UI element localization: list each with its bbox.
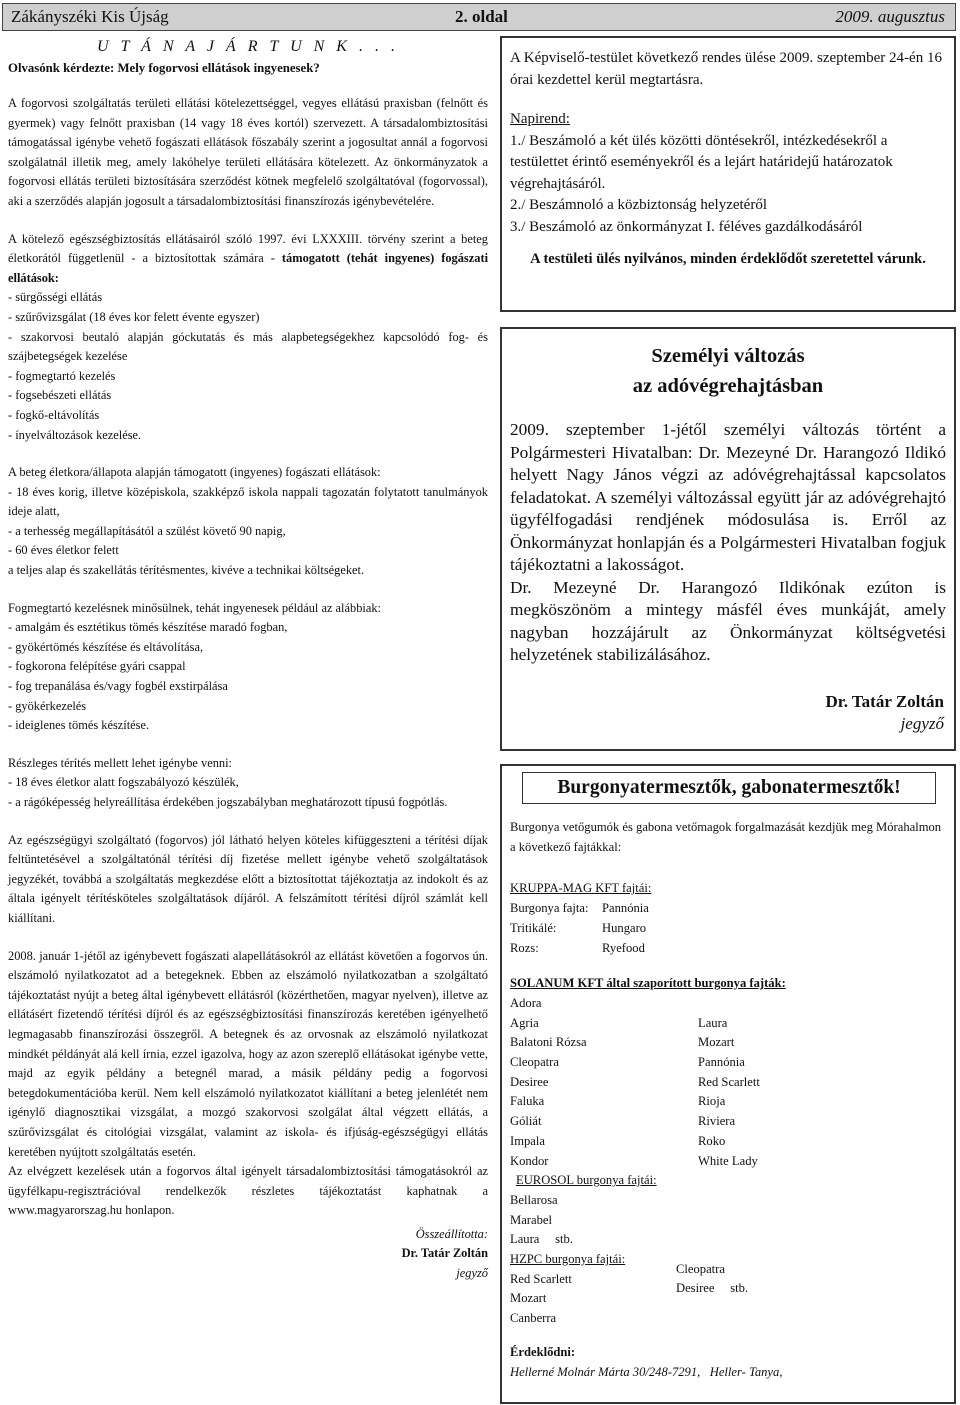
partial-fee-list xyxy=(8,773,488,812)
variety-item: Balatoni Rózsa xyxy=(510,1035,587,1050)
variety-item: White Lady xyxy=(698,1153,758,1168)
article-paragraph: A fogorvosi szolgáltatás területi ellátási kötelezettséggel, vegyes ellátású praxisban (felnőtt és gyermek) vagy felnőtt praxisban (14 vagy 18 éves kortól) szervezett. A társadalombiztosítási támogatással igénybe vehető fogászati ellátások főszabály szerint a jogosultat annál a fogorvosi szolgálatnál illetik meg, amely lakóhelye területi ellátására kötelezett. Az önkormányzatok a fogorvosi ellátás területi biztosítására szerződést kötnek megfelelő szolgáltatóval (fogorvossal), aki a szerződés alapján jogosult a társadalombiztosítási finanszírozás igénybevételére. xyxy=(8,96,488,208)
issue-date: 2009. augusztus xyxy=(835,7,945,26)
agenda-item: 3./ Beszámoló az önkormányzat I. féléves gazdálkodásáról xyxy=(510,218,863,235)
variety-item: Laura stb. xyxy=(510,1232,573,1247)
agenda-item: 2./ Beszámnoló a közbiztonság helyzetéről xyxy=(510,197,767,213)
author-role: jegyző xyxy=(456,1266,488,1281)
article-paragraph: Az egészségügyi szolgáltató (fogorvos) jól látható helyen köteles kifüggeszteni a térítési díjak feltüntetésével a szolgáltatónál térítési díj fizetése mellett igénybe vehető szolgáltatások jegyzékét, továbbá a szolgáltatás megkezdése előtt a biztosítottat tájékoztatja az indokolt és az általa igényelt térítésköteles szolgáltatások díjáról. A felszámított térítési díjról számlát kell kiállítani. xyxy=(8,832,488,925)
article-dental xyxy=(8,36,488,1284)
ad-content xyxy=(510,818,946,1382)
meeting-intro: A Képviselő-testület következő rendes ülése 2009. szeptember 24-én 16 órai kezdettel kerül megtartásra. xyxy=(510,50,942,88)
list-item: - amalgám és esztétikus tömés készítése maradó fogban, xyxy=(8,620,288,635)
variety-item: Faluka xyxy=(510,1094,545,1109)
variety-column xyxy=(698,994,760,1171)
article-paragraph: 2008. január 1-jétől az igénybevett fogászati alapellátásokról az ellátást követően a fogorvos ún. elszámoló nyilatkozatot ad a betegeknek. Ebben az elszámoló nyilatkozatban a szolgáltató tájékoztatást nyújt a beteg által igénybevett ellátásról (közérthetően, magyar nyelven), illetve az ellátásért fizetendő térítési díjról és az egészségbiztosítási finanszírozás keretében igényelhető legmagasabb finanszírozási összegről. A betegnek és az orvosnak az elszámoló nyilatkozat mindkét példányát alá kell írnia, ezzel igazolva, hogy az azon szereplő ellátásokat igénybe vette, majd az egyik példány a betegnél marad, a másik példány pedig a fogorvosi betegdokumentációba kerül. Nem kell elszámoló nyilatkozatot kiállítani a beteg jelenlétét nem igénylő diagnosztikai vizsgálat, a mozgó szakorvosi szolgálat által végzett ellátás, a szűrővizsgálat és citológiai vizsgálat, valamint az iskola- és ifjúság-egészségügyi ellátás keretében nyújtott szolgáltatás esetén. xyxy=(8,948,488,1159)
contact-details: Hellerné Molnár Márta 30/248-7291, Heller- Tanya, xyxy=(510,1364,783,1379)
variety-item: Bellarosa xyxy=(510,1192,558,1207)
variety-item: Mozart xyxy=(698,1035,735,1050)
kruppa-heading: KRUPPA-MAG KFT fajtái: xyxy=(510,881,652,896)
ad-intro: Burgonya vetőgumók és gabona vetőmagok forgalmazását kezdjük meg Mórahalmon a következő fajtákkal: xyxy=(510,820,942,854)
variety-item: Impala xyxy=(510,1133,545,1148)
variety-item: Adora xyxy=(510,995,542,1010)
hzpc-varieties xyxy=(510,1261,946,1329)
list-item: - szűrővizsgálat (18 éves kor felett évente egyszer) xyxy=(8,309,260,324)
article-paragraph: Az elvégzett kezelések után a fogorvos által igényelt társadalombiztosítási támogatásokról az ügyfélkapu-regisztrációval rendelkezők részletes tájékoztatást kaphatnak a www.magyarorszag.hu honlapon. xyxy=(8,1164,488,1218)
contact-heading: Érdeklődni: xyxy=(510,1344,576,1359)
signer-name: Dr. Tatár Zoltán xyxy=(825,691,944,711)
variety-item: Roko xyxy=(698,1133,726,1148)
public-meeting-note: A testületi ülés nyilvános, minden érdeklődőt szeretettel várunk. xyxy=(530,251,926,267)
list-item: - fog trepanálása és/vagy fogbél exstirpálása xyxy=(8,679,228,694)
variety-item xyxy=(698,994,760,1014)
age-based-list xyxy=(8,483,488,581)
variety-item: Góliát xyxy=(510,1114,542,1129)
paragraph-text: A kötelező egészségbiztosítás ellátásairól szóló 1997. évi LXXXIII. törvény szerint a beteg életkorától függetlenül - a biztosítottak számára - xyxy=(8,231,488,266)
list-item: - a terhesség megállapításától a szülést követő 90 napig, xyxy=(8,523,286,538)
kruppa-row xyxy=(510,899,946,919)
compiled-by-label: Összeállította: xyxy=(415,1226,488,1241)
page-header xyxy=(2,3,956,31)
preservation-list xyxy=(8,618,488,736)
variety-type: Rozs: xyxy=(510,940,539,955)
article-question: Olvasónk kérdezte: Mely fogorvosi ellátások ingyenesek? xyxy=(8,61,320,75)
title-line: Személyi változás xyxy=(651,345,805,367)
solanum-varieties xyxy=(510,994,946,1171)
variety-item: Cleopatra xyxy=(510,1055,559,1070)
variety-item: Kondor xyxy=(510,1153,549,1168)
list-item: - 60 éves életkor felett xyxy=(8,543,119,558)
variety-item: Desiree stb. xyxy=(676,1281,749,1296)
list-item: - szakorvosi beutaló alapján góckutatás és más alapbetegségekhez kapcsolódó fog- és szájbetegségek kezelése xyxy=(8,329,488,364)
variety-name: Ryefood xyxy=(602,940,645,955)
kruppa-row xyxy=(510,939,946,959)
variety-name: Hungaro xyxy=(602,920,647,935)
page-number: 2. oldal xyxy=(455,7,508,26)
list-item: - fogkorona felépítése gyári csappal xyxy=(8,659,186,674)
variety-item: Laura xyxy=(698,1015,728,1030)
box-title xyxy=(502,341,954,401)
solanum-heading: SOLANUM KFT által szaporított burgonya fajták: xyxy=(510,976,786,991)
variety-name: Pannónia xyxy=(602,901,649,916)
list-item: - ínyelváltozások kezelése. xyxy=(8,427,142,442)
agenda-item: 1./ Beszámoló a két ülés közötti döntésekről, intézkedésekről a testülettet érintő eseményekről és a lejárt határidejű határozatok végrehajtásáról. xyxy=(510,132,893,192)
variety-item: Agria xyxy=(510,1015,539,1030)
variety-item: Mozart xyxy=(510,1291,547,1306)
kruppa-row xyxy=(510,919,946,939)
variety-item: Marabel xyxy=(510,1212,552,1227)
hzpc-heading: HZPC burgonya fajtái: xyxy=(510,1252,626,1267)
variety-type: Burgonya fajta: xyxy=(510,901,589,916)
article-paragraph xyxy=(8,230,488,289)
paragraph-bold: támogatott (tehát ingyenes) fogászati ellátások: xyxy=(8,251,489,285)
list-item: - 18 éves életkor alatt fogszabályozó készülék, xyxy=(8,775,239,790)
variety-item: Desiree xyxy=(510,1074,549,1089)
box-body xyxy=(502,419,954,667)
ad-title: Burgonyatermesztők, gabonatermesztők! xyxy=(522,772,936,804)
list-item: - gyökérkezelés xyxy=(8,698,87,713)
variety-item: Pannónia xyxy=(698,1055,745,1070)
eurosol-heading: EUROSOL burgonya fajtái: xyxy=(516,1173,657,1188)
list-item: - ideiglenes tömés készítése. xyxy=(8,718,150,733)
variety-item: Red Scarlett xyxy=(698,1074,760,1089)
variety-item: Cleopatra xyxy=(676,1261,725,1276)
list-item: - sürgősségi ellátás xyxy=(8,290,103,305)
signer-role: jegyző xyxy=(900,713,944,733)
list-item: - gyökértömés készítése és eltávolítása, xyxy=(8,639,204,654)
signature xyxy=(502,691,954,735)
potato-seed-ad xyxy=(500,764,956,1404)
author-name: Dr. Tatár Zoltán xyxy=(401,1246,488,1261)
newspaper-title: Zákányszéki Kis Újság xyxy=(11,7,169,26)
list-item: - fogsebészeti ellátás xyxy=(8,388,112,403)
variety-item: Riviera xyxy=(698,1114,736,1129)
list-item: a teljes alap és szakellátás térítésmentes, kivéve a technikai költségeket. xyxy=(8,563,365,578)
section-kicker: U T Á N A J Á R T U N K . . . xyxy=(97,38,399,55)
free-services-list xyxy=(8,288,488,445)
variety-item: Canberra xyxy=(510,1311,557,1326)
variety-type: Tritikálé: xyxy=(510,920,557,935)
list-item: - a rágóképesség helyreállítása érdekében jogszabályban meghatározott típusú fogpótlás. xyxy=(8,795,448,809)
body-paragraph: Dr. Mezeyné Dr. Harangozó Ildikónak ezúton is megköszönöm a mintegy másfél éves munkáját, amely nagyban hozzájárult az Önkormányzat költségvetési helyzetének stabilizálásához. xyxy=(510,577,946,664)
personnel-change-box xyxy=(500,327,956,751)
article-paragraph: A beteg életkora/állapota alapján támogatott (ingyenes) fogászati ellátások: xyxy=(8,465,381,480)
title-line: az adóvégrehajtásban xyxy=(632,375,824,397)
variety-item: Rioja xyxy=(698,1094,726,1109)
list-item: - fogkő-eltávolítás xyxy=(8,407,100,422)
article-paragraph: Fogmegtartó kezelésnek minősülnek, tehát ingyenesek például az alábbiak: xyxy=(8,600,381,615)
agenda-label: Napirend: xyxy=(510,111,570,127)
meeting-notice-box xyxy=(500,36,956,312)
article-paragraph: Részleges térítés mellett lehet igénybe venni: xyxy=(8,755,232,770)
variety-item: Red Scarlett xyxy=(510,1271,572,1286)
list-item: - 18 éves korig, illetve középiskola, szakképző iskola nappali tagozatán folytatott tanulmányok ideje alatt, xyxy=(8,484,488,519)
body-paragraph: 2009. szeptember 1-jétől személyi változás történt a Polgármesteri Hivatalban: Dr. Mezeyné Dr. Harangozó Ildikó helyett Nagy János végzi az adóvégrehajtással kapcsolatos feladatokat. A személyi változással együtt jár az adóvégrehajtó ügyfélfogadási rendjének módosulása is. Erről az Önkormányzat honlapján és a Polgármesteri Hivatalban fogjuk tájékoztatni a lakosságot. xyxy=(510,420,946,574)
variety-column xyxy=(676,1260,748,1299)
list-item: - fogmegtartó kezelés xyxy=(8,368,116,383)
